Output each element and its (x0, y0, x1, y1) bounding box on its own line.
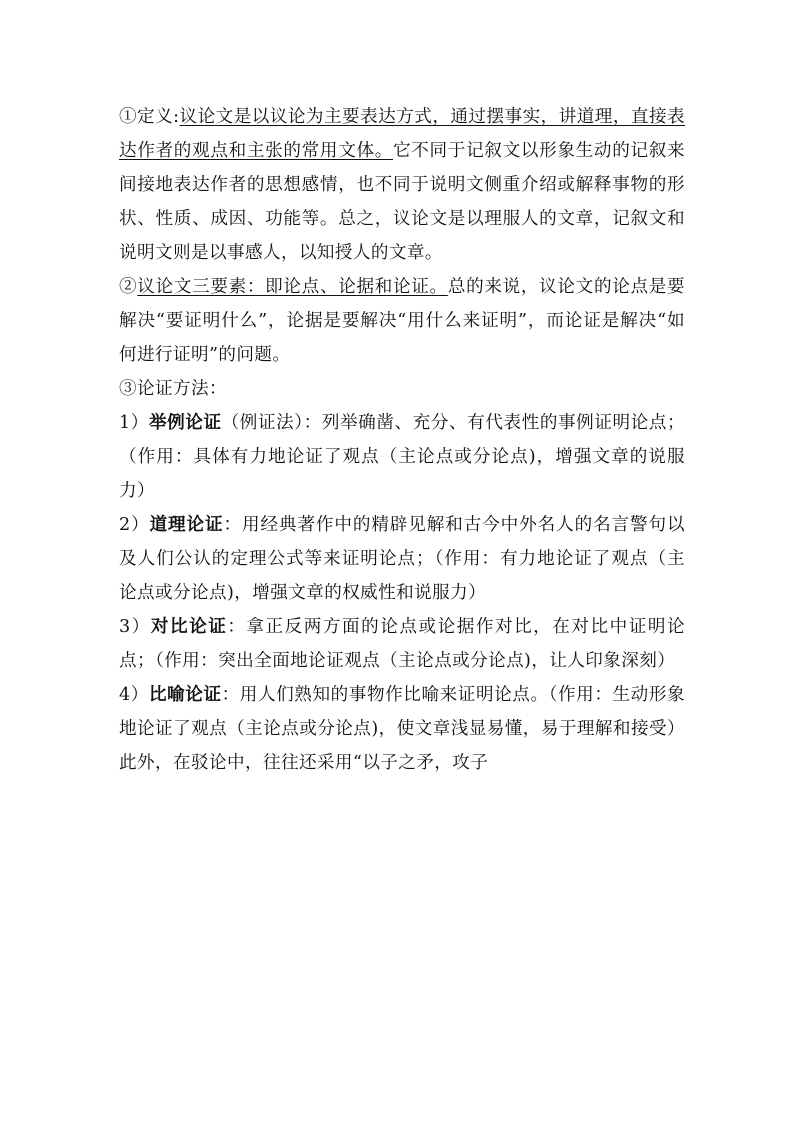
bold-term: 道理论证 (149, 514, 224, 535)
text-run: 2） (119, 515, 150, 535)
text-run: （例证法）：列举确凿、充分、有代表性的事例证明论点；（作用：具体有力地论证了观点（主论点或分论点)，增强文章的说服力） (119, 413, 685, 501)
text-run: ② (119, 277, 138, 297)
bold-term: 比喻论证 (148, 684, 222, 705)
text-run: ：用经典著作中的精辟见解和古今中外名人的名言警句以及人们公认的定理公式等来证明论点；（作用：有力地论证了观点（主论点或分论点)，增强文章的权威性和说服力） (119, 515, 685, 603)
paragraph-method-3 (119, 610, 685, 678)
text-run: 总的来说，议论文的论点是要解决“要证明什么”，论据是要解决“用什么来证明”，而论证是解决“如何进行证明”的问题。 (119, 277, 686, 365)
document-body (119, 100, 685, 780)
text-run: ：用人们熟知的事物作比喻来证明论点。（作用：生动形象地论证了观点（主论点或分论点)，使文章浅显易懂，易于理解和接受）此外，在驳论中，往往还采用“以子之矛，攻子 (119, 685, 685, 773)
bold-term: 对比论证 (150, 616, 228, 637)
text-run: ：拿正反两方面的论点或论据作对比，在对比中证明论点；（作用：突出全面地论证观点（主论点或分论点)，让人印象深刻） (119, 617, 685, 671)
text-run: 1） (119, 413, 149, 433)
text-run: 4） (119, 685, 149, 705)
paragraph-method-2 (119, 508, 685, 610)
bold-term: 举例论证 (148, 412, 222, 433)
paragraph-definition (119, 100, 685, 270)
paragraph-methods-heading (119, 372, 685, 406)
text-run: ①定义: (119, 107, 180, 127)
paragraph-three-elements (119, 270, 685, 372)
text-run: ③论证方法： (119, 379, 227, 399)
paragraph-method-1 (119, 406, 685, 508)
text-run: 3） (119, 617, 151, 637)
text-run: 它不同于记叙文以形象生动的记叙来间接地表达作者的思想感情，也不同于说明文侧重介绍或解释事物的形状、性质、成因、功能等。总之，议论文是以理服人的文章，记叙文和说明文则是以事感人，以知授人的文章。 (119, 141, 685, 263)
paragraph-method-4 (119, 678, 685, 780)
underlined-text: 议论文是以议论为主要表达方式，通过摆事实，讲道理，直接表达作者的观点和主张的常用文体。 (119, 107, 686, 161)
underlined-text: 议论文三要素：即论点、论据和论证。 (137, 277, 448, 297)
